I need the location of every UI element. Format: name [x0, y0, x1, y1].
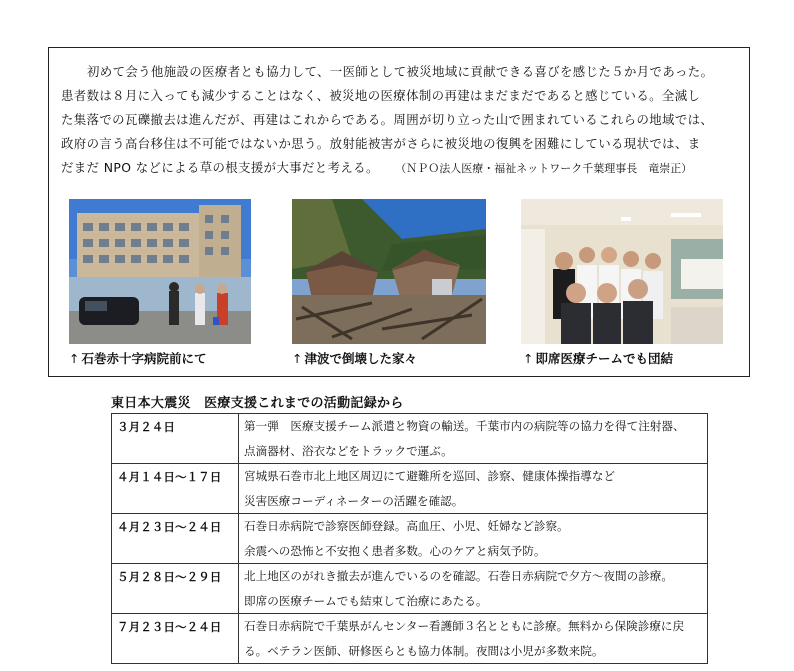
row-date: ３月２４日	[112, 414, 239, 464]
description-line: 災害医療コーディネーターの活躍を確認。	[244, 493, 464, 508]
photo-hospital	[69, 199, 251, 344]
description-line: 石巻日赤病院で診察医師登録。高血圧、小児、妊婦など診察。	[244, 519, 569, 533]
testimonial-line: 初めて会う他施設の医療者とも協力して、一医師として被災地域に貢献できる喜びを感じた５か月であった。	[87, 64, 714, 79]
testimonial-line: 政府の言う高台移住は不可能ではないか思う。放射能被害がさらに被災地の復興を困難にしている現状では、ま	[61, 136, 701, 151]
row-date: ４月１４日～１７日	[112, 464, 239, 514]
description-line: 石巻日赤病院で千葉県がんセンター看護師３名とともに診療。無料から保険診療に戻	[244, 619, 685, 633]
signature: （ＮＰＯ法人医療・福祉ネットワーク千葉理事長 竜崇正）	[400, 162, 693, 175]
caption-medical-team	[523, 349, 673, 367]
description-line: 点滴器材、浴衣などをトラックで運ぶ。	[244, 443, 453, 458]
activity-log-table	[111, 413, 708, 664]
testimonial-line: た集落での瓦礫撤去は進んだが、再建はこれからである。周囲が切り立った山で囲まれているこれらの地域では、	[61, 112, 714, 127]
description-line: 北上地区のがれき撤去が進んでいるのを確認。石巻日赤病院で夕方～夜間の診療。	[244, 569, 673, 583]
caption-text: 津波で倒壊した家々	[304, 351, 417, 366]
caption-hospital	[69, 349, 207, 367]
caption-text: 即席医療チームでも団結	[535, 351, 673, 366]
description-line: 宮城県石巻市北上地区周辺にて避難所を巡回、診察、健康体操指導など	[244, 469, 616, 483]
table-row	[112, 564, 708, 614]
row-date: ５月２８日～２９日	[112, 564, 239, 614]
up-arrow-icon: ↑	[69, 351, 80, 366]
testimonial-line-text: だまだ NPO などによる草の根支援が大事だと考える。	[61, 160, 379, 175]
testimonial-line	[61, 156, 741, 181]
caption-text: 石巻赤十字病院前にて	[81, 351, 207, 366]
caption-collapsed-houses	[292, 349, 417, 367]
testimonial-text	[61, 60, 741, 181]
testimonial-line: 患者数は８月に入っても減少することはなく、被災地の医療体制の再建はまだまだであると感じている。全滅し	[61, 88, 701, 103]
photo-collapsed-houses	[292, 199, 486, 344]
row-description	[239, 464, 708, 514]
description-line: 即席の医療チームでも結束して治療にあたる。	[244, 593, 488, 608]
table-row	[112, 464, 708, 514]
row-description	[239, 614, 708, 664]
table-row	[112, 614, 708, 664]
table-row	[112, 414, 708, 464]
photo-medical-team	[521, 199, 723, 344]
row-date: ７月２３日～２４日	[112, 614, 239, 664]
row-description	[239, 564, 708, 614]
up-arrow-icon: ↑	[292, 351, 303, 366]
description-line: 第一弾 医療支援チーム派遣と物資の輸送。千葉市内の病院等の協力を得て注射器、	[244, 419, 685, 433]
row-date: ４月２３日～２４日	[112, 514, 239, 564]
activity-log-title: 東日本大震災 医療支援これまでの活動記録から	[111, 396, 404, 411]
row-description	[239, 414, 708, 464]
description-line: る。ベテラン医師、研修医らとも協力体制。夜間は小児が多数来院。	[244, 643, 604, 658]
up-arrow-icon: ↑	[523, 351, 534, 366]
description-line: 余震への恐怖と不安抱く患者多数。心のケアと病気予防。	[244, 543, 546, 558]
row-description	[239, 514, 708, 564]
table-row	[112, 514, 708, 564]
testimonial-box	[48, 47, 750, 377]
